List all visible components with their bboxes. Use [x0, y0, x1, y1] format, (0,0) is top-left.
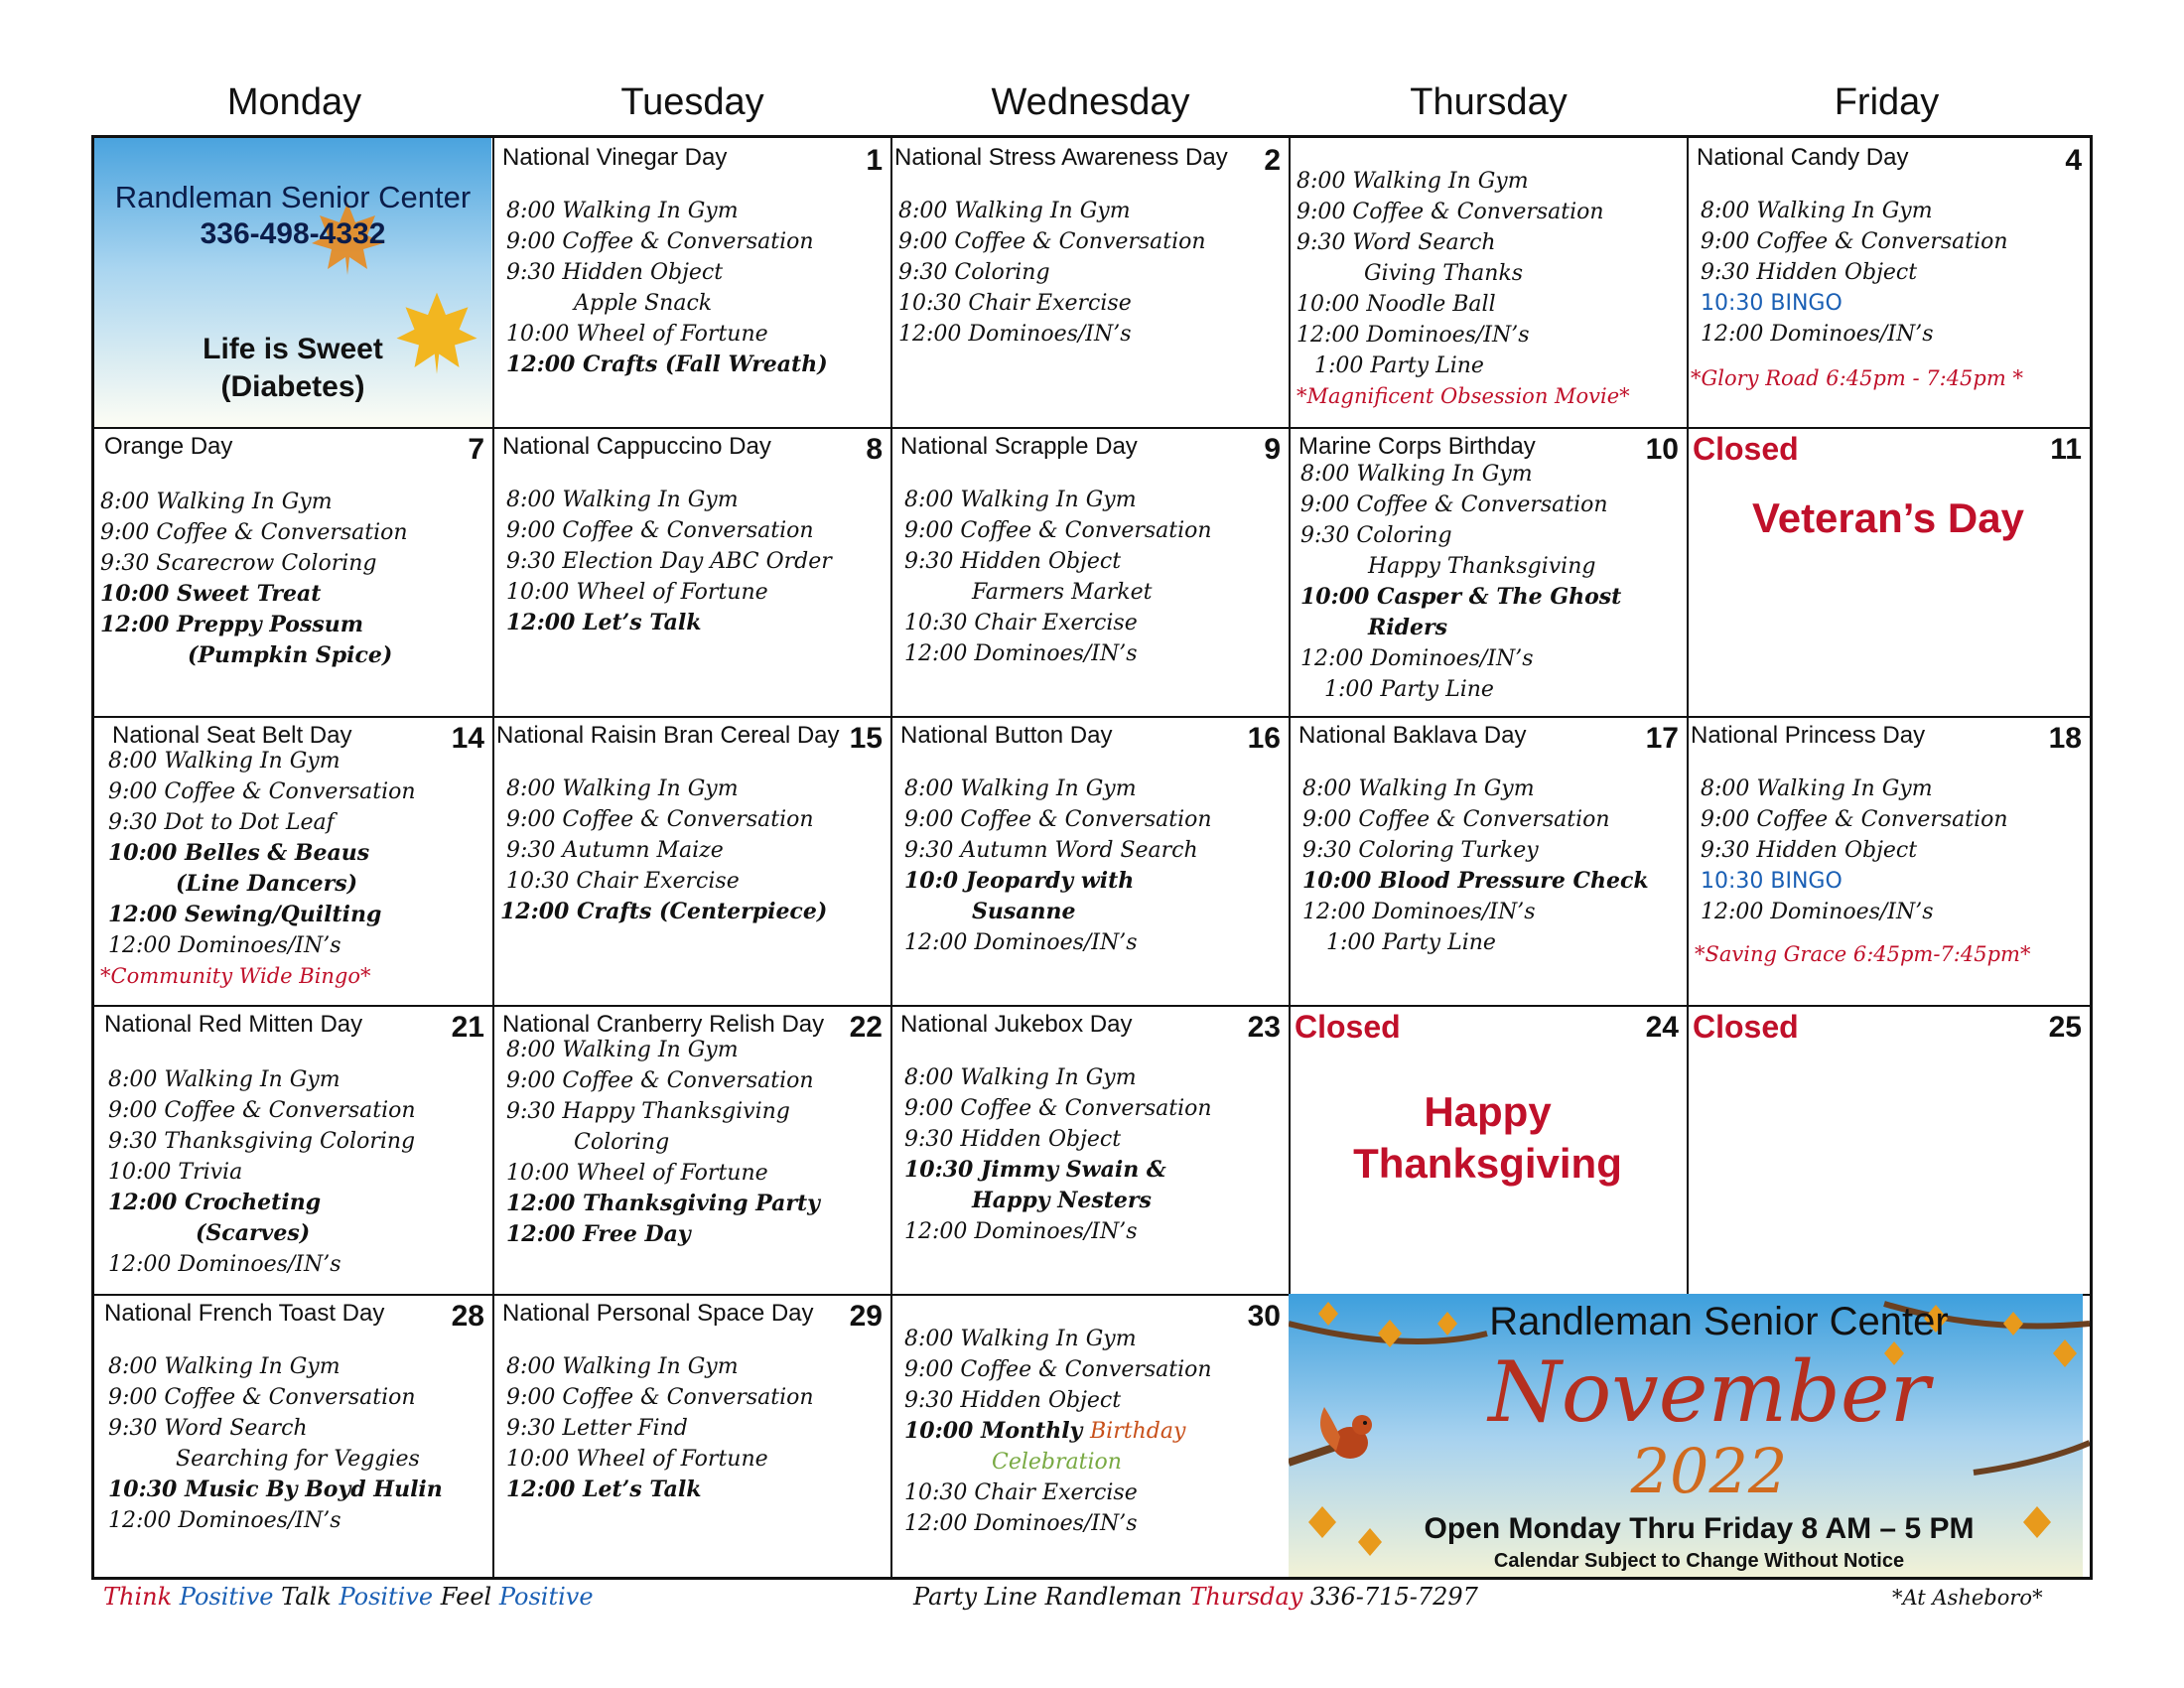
day-cell-23 [890, 1005, 1289, 1294]
day-number: 25 [2048, 1011, 2082, 1044]
activity: 8:00 Walking In Gym [506, 1354, 739, 1379]
activity: 8:00 Walking In Gym [904, 776, 1137, 801]
activity: 12:00 Dominoes/IN’s [1701, 322, 1934, 347]
header-tuesday: Tuesday [620, 81, 764, 123]
header-thursday: Thursday [1410, 81, 1568, 123]
day-cell-21 [94, 1005, 492, 1294]
activity: 9:30 Hidden Object [1701, 838, 1918, 863]
activity: 9:00 Coffee & Conversation [506, 1385, 814, 1410]
activity: 12:00 Preppy Possum [100, 612, 364, 637]
activity: 9:30 Dot to Dot Leaf [108, 810, 335, 835]
activity: 9:00 Coffee & Conversation [108, 1385, 416, 1410]
activity: 10:30 Chair Exercise [904, 611, 1138, 635]
day-title: National Jukebox Day [900, 1011, 1133, 1038]
activity-part: 10:00 Monthly [904, 1418, 1083, 1444]
activity-bingo: 10:30 BINGO [1701, 291, 1843, 316]
footer-word: Positive [498, 1583, 594, 1611]
activity: 9:00 Coffee & Conversation [1302, 807, 1610, 832]
activity: 12:00 Dominoes/IN’s [1297, 323, 1530, 348]
month-banner [1289, 1294, 2090, 1577]
activity: 8:00 Walking In Gym [904, 488, 1137, 512]
day-number: 17 [1645, 722, 1679, 755]
activity: Farmers Market [972, 580, 1153, 605]
activity: 10:00 Trivia [108, 1160, 243, 1185]
activity: 9:30 Hidden Object [904, 1388, 1122, 1413]
day-cell-24 [1289, 1005, 1687, 1294]
day-title: National Vinegar Day [502, 144, 728, 171]
activity: 9:00 Coffee & Conversation [904, 1357, 1212, 1382]
activity: 8:00 Walking In Gym [904, 1065, 1137, 1090]
activity: 10:30 Music By Boyd Hulin [108, 1477, 443, 1502]
day-number: 4 [2065, 144, 2082, 177]
promo-panel [94, 138, 491, 427]
footer-word: Think [103, 1583, 173, 1611]
activity: 8:00 Walking In Gym [1300, 462, 1533, 487]
activity: (Line Dancers) [176, 871, 357, 897]
day-title: National French Toast Day [104, 1300, 385, 1327]
footer-word: Thursday [1189, 1583, 1303, 1611]
day-cell-18 [1687, 716, 2090, 1005]
activity: 9:30 Letter Find [506, 1416, 688, 1441]
activity: 9:30 Coloring [898, 260, 1050, 285]
day-number: 11 [2050, 433, 2082, 466]
activity: 12:00 Dominoes/IN’s [904, 641, 1138, 666]
banner-year: 2022 [1630, 1435, 1788, 1507]
activity: 8:00 Walking In Gym [506, 488, 739, 512]
day-title: National Button Day [900, 722, 1113, 749]
activity: (Pumpkin Spice) [188, 642, 393, 668]
activity: 9:30 Hidden Object [904, 1127, 1122, 1152]
activity: 8:00 Walking In Gym [506, 199, 739, 223]
day-title: National Seat Belt Day [112, 722, 352, 749]
day-number: 1 [866, 144, 883, 177]
day-title: Marine Corps Birthday [1298, 433, 1536, 460]
activity: 8:00 Walking In Gym [1701, 776, 1933, 801]
day-title: National Stress Awareness Day [894, 144, 1228, 171]
day-number: 15 [849, 722, 883, 755]
activity: 8:00 Walking In Gym [506, 1038, 739, 1062]
activity: 10:00 Wheel of Fortune [506, 322, 768, 347]
activity: 1:00 Party Line [1326, 930, 1496, 955]
activity: 8:00 Walking In Gym [108, 749, 341, 774]
holiday-label: Happy [1424, 1088, 1552, 1135]
activity: 8:00 Walking In Gym [904, 1327, 1137, 1351]
day-cell-22 [492, 1005, 890, 1294]
activity: 12:00 Thanksgiving Party [506, 1191, 820, 1216]
activity: 12:00 Let’s Talk [506, 610, 702, 635]
day-cell-14 [94, 716, 492, 1005]
day-title: Orange Day [104, 433, 233, 460]
day-title: National Princess Day [1691, 722, 1926, 749]
evening-event: *Magnificent Obsession Movie* [1297, 384, 1630, 408]
activity: 10:30 Chair Exercise [506, 869, 740, 894]
activity: 12:00 Sewing/Quilting [108, 902, 382, 927]
activity: 8:00 Walking In Gym [108, 1067, 341, 1092]
activity: 9:00 Coffee & Conversation [1300, 492, 1608, 517]
header-friday: Friday [1834, 81, 1940, 123]
day-number: 22 [849, 1011, 883, 1044]
activity: 10:00 Blood Pressure Check [1302, 868, 1649, 894]
day-cell-10 [1289, 427, 1687, 716]
header-monday: Monday [226, 81, 362, 123]
activity: 12:00 Dominoes/IN’s [108, 933, 341, 958]
promo-theme-line1: Life is Sweet [203, 333, 383, 365]
footer-at-asheboro: *At Asheboro* [1892, 1586, 2043, 1610]
activity-part: Celebration [992, 1450, 1122, 1475]
activity: 10:00 Noodle Ball [1297, 292, 1496, 317]
activity: 12:00 Crocheting [108, 1190, 322, 1215]
activity: (Scarves) [196, 1220, 311, 1246]
banner-month: November [1488, 1343, 1930, 1441]
activity: 9:30 Coloring [1300, 523, 1452, 548]
activity: 9:30 Hidden Object [904, 549, 1122, 574]
footer-phone: 336-715-7297 [1309, 1583, 1478, 1611]
day-cell-4 [1687, 138, 2090, 427]
day-number: 24 [1645, 1011, 1679, 1044]
day-number: 14 [451, 722, 484, 755]
activity: 9:00 Coffee & Conversation [904, 1096, 1212, 1121]
promo-theme-line2: (Diabetes) [220, 370, 365, 403]
day-cell-15 [492, 716, 890, 1005]
header-wednesday: Wednesday [991, 81, 1190, 123]
activity: 9:30 Thanksgiving Coloring [108, 1129, 416, 1154]
closed-label: Closed [1693, 1009, 1799, 1045]
footer-party-line [913, 1583, 1478, 1611]
activity: Coloring [574, 1130, 670, 1155]
activity: 10:00 Wheel of Fortune [506, 1161, 768, 1186]
day-cell-1 [492, 138, 890, 427]
activity: 10:30 Jimmy Swain & [904, 1157, 1166, 1183]
day-title: National Candy Day [1697, 144, 1909, 171]
day-title: National Red Mitten Day [104, 1011, 363, 1038]
activity: 10:00 Casper & The Ghost [1300, 584, 1622, 610]
activity: 9:30 Happy Thanksgiving [506, 1099, 790, 1124]
activity: 9:00 Coffee & Conversation [1297, 200, 1604, 224]
activity: 9:30 Autumn Maize [506, 838, 724, 863]
day-cell-30 [890, 1294, 1289, 1577]
activity: 8:00 Walking In Gym [506, 776, 739, 801]
footer-word: Feel [440, 1583, 492, 1611]
day-cell-9 [890, 427, 1289, 716]
footer-word: Positive [179, 1583, 274, 1611]
footer-word: Party Line Randleman [913, 1583, 1182, 1611]
activity: 10:30 Chair Exercise [898, 291, 1132, 316]
day-cell-11 [1687, 427, 2090, 716]
activity: 9:00 Coffee & Conversation [506, 807, 814, 832]
day-number: 9 [1264, 433, 1281, 466]
activity: 9:30 Hidden Object [1701, 260, 1918, 285]
footer-word: Talk [281, 1583, 332, 1611]
day-number: 10 [1645, 433, 1679, 466]
promo-center-name: Randleman Senior Center [114, 180, 472, 214]
activity: Happy Nesters [972, 1188, 1152, 1213]
day-number: 30 [1247, 1300, 1281, 1333]
activity: Giving Thanks [1364, 261, 1524, 286]
footer-word: Positive [339, 1583, 434, 1611]
day-number: 8 [866, 433, 883, 466]
banner-hours: Open Monday Thru Friday 8 AM – 5 PM [1424, 1512, 1975, 1545]
day-cell-16 [890, 716, 1289, 1005]
activity: 12:00 Dominoes/IN’s [898, 322, 1132, 347]
holiday-label: Thanksgiving [1353, 1140, 1622, 1187]
day-cell-8 [492, 427, 890, 716]
activity: 12:00 Dominoes/IN’s [904, 1511, 1138, 1536]
activity: 9:30 Word Search [108, 1416, 308, 1441]
activity: 8:00 Walking In Gym [108, 1354, 341, 1379]
activity: 9:30 Election Day ABC Order [506, 549, 832, 574]
evening-event: *Saving Grace 6:45pm-7:45pm* [1695, 942, 2031, 966]
activity: 9:00 Coffee & Conversation [904, 807, 1212, 832]
activity: 9:00 Coffee & Conversation [898, 229, 1206, 254]
activity: 12:00 Free Day [506, 1221, 691, 1247]
activity: 9:00 Coffee & Conversation [506, 229, 814, 254]
day-title: National Baklava Day [1298, 722, 1527, 749]
activity: 12:00 Dominoes/IN’s [1300, 646, 1534, 671]
activity: Riders [1368, 615, 1447, 640]
activity: 9:30 Word Search [1297, 230, 1496, 255]
day-cell-28 [94, 1294, 492, 1577]
activity: 1:00 Party Line [1314, 353, 1484, 378]
activity: 12:00 Dominoes/IN’s [1302, 900, 1536, 924]
activity: 10:00 Belles & Beaus [108, 840, 370, 866]
activity: 12:00 Crafts (Fall Wreath) [506, 352, 828, 377]
day-number: 18 [2048, 722, 2082, 755]
day-title: National Raisin Bran Cereal Day [496, 722, 840, 749]
day-cell-7 [94, 427, 492, 716]
day-number: 28 [451, 1300, 484, 1333]
activity: 9:00 Coffee & Conversation [1701, 229, 2008, 254]
day-title: National Cappuccino Day [502, 433, 771, 460]
activity: 8:00 Walking In Gym [100, 490, 333, 514]
footer-motto [103, 1583, 594, 1611]
activity: 12:00 Dominoes/IN’s [1701, 900, 1934, 924]
day-title: National Personal Space Day [502, 1300, 814, 1327]
activity: 12:00 Dominoes/IN’s [904, 930, 1138, 955]
banner-center-name: Randleman Senior Center [1489, 1300, 1949, 1343]
activity: 10:00 Sweet Treat [100, 581, 322, 607]
activity: 10:0 Jeopardy with [904, 868, 1135, 894]
holiday-label: Veteran’s Day [1752, 494, 2024, 541]
activity: 9:00 Coffee & Conversation [904, 518, 1212, 543]
activity: 9:00 Coffee & Conversation [506, 1068, 814, 1093]
evening-event: *Community Wide Bingo* [100, 964, 371, 988]
activity: 12:00 Let’s Talk [506, 1477, 702, 1502]
activity: 9:00 Coffee & Conversation [100, 520, 408, 545]
activity-bingo: 10:30 BINGO [1701, 869, 1843, 894]
banner-notice: Calendar Subject to Change Without Notice [1493, 1550, 1905, 1572]
day-cell-25 [1687, 1005, 2090, 1294]
closed-label: Closed [1693, 431, 1799, 467]
day-cell-29 [492, 1294, 890, 1577]
activity: 9:00 Coffee & Conversation [108, 1098, 416, 1123]
activity: Susanne [972, 899, 1076, 924]
activity: 9:00 Coffee & Conversation [506, 518, 814, 543]
activity: 8:00 Walking In Gym [1302, 776, 1535, 801]
day-number: 23 [1247, 1011, 1281, 1044]
activity: 9:30 Scarecrow Coloring [100, 551, 377, 576]
activity-part: Birthday [1090, 1419, 1186, 1444]
activity: 12:00 Dominoes/IN’s [904, 1219, 1138, 1244]
activity: Apple Snack [574, 291, 713, 316]
calendar-grid [91, 135, 2093, 1580]
promo-phone: 336-498-4332 [200, 217, 386, 250]
activity [904, 1416, 1283, 1447]
activity: 9:30 Autumn Word Search [904, 838, 1198, 863]
day-number: 7 [468, 433, 484, 466]
activity: 12:00 Dominoes/IN’s [108, 1508, 341, 1533]
closed-label: Closed [1295, 1009, 1401, 1045]
activity: 12:00 Dominoes/IN’s [108, 1252, 341, 1277]
activity: 9:30 Coloring Turkey [1302, 838, 1539, 863]
activity: 8:00 Walking In Gym [1297, 169, 1529, 194]
day-title: National Cranberry Relish Day [502, 1011, 825, 1038]
activity: 8:00 Walking In Gym [898, 199, 1131, 223]
evening-event: *Glory Road 6:45pm - 7:45pm * [1691, 366, 2023, 390]
activity: Searching for Veggies [176, 1447, 420, 1472]
activity: 9:30 Hidden Object [506, 260, 724, 285]
day-cell-3 [1289, 138, 1687, 427]
day-cell-2 [890, 138, 1289, 427]
day-cell-17 [1289, 716, 1687, 1005]
activity: 10:00 Wheel of Fortune [506, 1447, 768, 1472]
day-number: 16 [1247, 722, 1281, 755]
activity: 9:00 Coffee & Conversation [108, 779, 416, 804]
activity: Happy Thanksgiving [1368, 554, 1596, 579]
activity: 10:00 Wheel of Fortune [506, 580, 768, 605]
day-title: National Scrapple Day [900, 433, 1138, 460]
day-number: 21 [451, 1011, 484, 1044]
day-number: 2 [1264, 144, 1281, 177]
day-number: 29 [849, 1300, 883, 1333]
activity: 8:00 Walking In Gym [1701, 199, 1933, 223]
activity: 10:30 Chair Exercise [904, 1480, 1138, 1505]
activity: 12:00 Crafts (Centerpiece) [500, 899, 828, 924]
activity: 9:00 Coffee & Conversation [1701, 807, 2008, 832]
activity: 1:00 Party Line [1324, 677, 1494, 702]
